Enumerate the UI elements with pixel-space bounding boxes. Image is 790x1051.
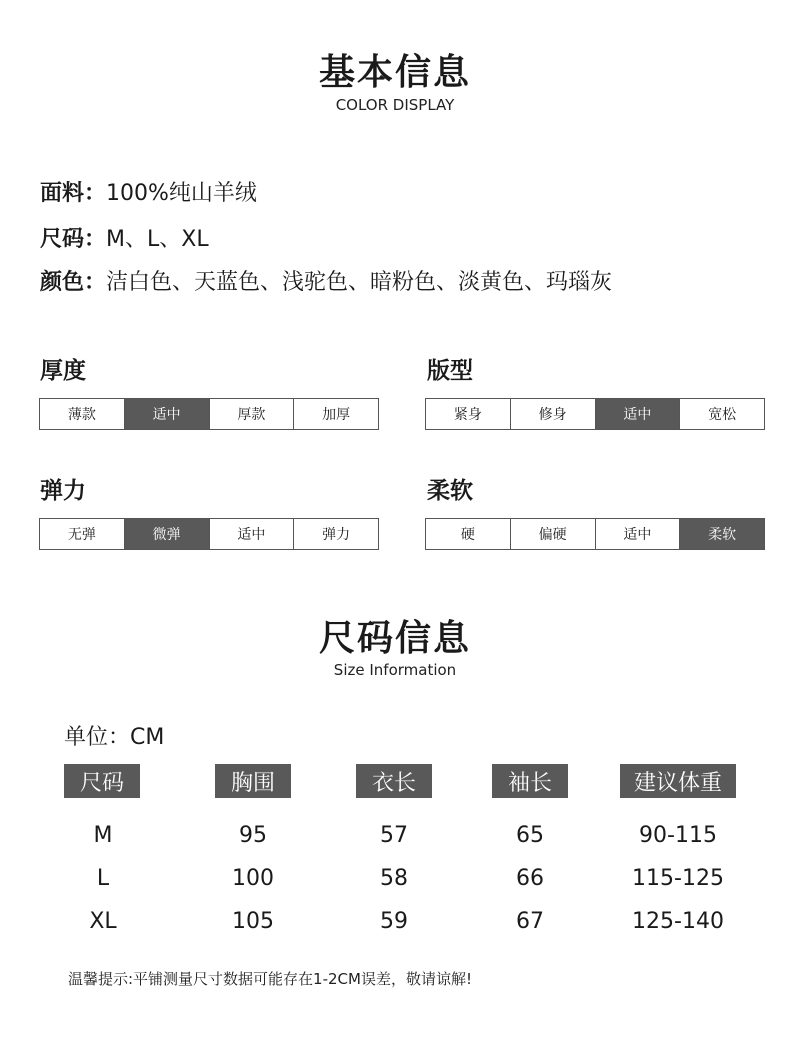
elasticity-option[interactable]: 微弹 (125, 519, 210, 549)
softness-option[interactable]: 硬 (426, 519, 511, 549)
cell-chest: 95 (239, 823, 267, 848)
header-sleeve: 袖长 (492, 764, 568, 798)
cell-weight: 115-125 (632, 866, 724, 891)
thickness-option[interactable]: 薄款 (40, 399, 125, 429)
thickness-scale (39, 398, 379, 430)
cell-length: 57 (380, 823, 408, 848)
cell-chest: 100 (232, 866, 274, 891)
basic-info-title: 基本信息 (318, 52, 471, 93)
table-row (0, 866, 790, 896)
elasticity-scale (39, 518, 379, 550)
header-length: 衣长 (356, 764, 432, 798)
elasticity-title: 弹力 (40, 478, 86, 504)
table-row (0, 823, 790, 853)
measurement-note: 温馨提示:平铺测量尺寸数据可能存在1-2CM误差，敬请谅解! (68, 970, 472, 988)
softness-option[interactable]: 偏硬 (511, 519, 596, 549)
size-value: M、L、XL (106, 227, 209, 252)
color-label: 颜色： (40, 270, 107, 295)
table-row (0, 909, 790, 939)
thickness-option[interactable]: 加厚 (322, 407, 351, 423)
size-line (40, 222, 209, 253)
color-line (40, 265, 612, 296)
cell-size: XL (89, 909, 117, 934)
cell-weight: 125-140 (632, 909, 724, 934)
fit-option[interactable]: 紧身 (426, 399, 511, 429)
header-chest: 胸围 (215, 764, 291, 798)
fabric-value: 100%纯山羊绒 (106, 181, 257, 206)
softness-option[interactable]: 柔软 (680, 519, 764, 549)
header-weight: 建议体重 (620, 764, 736, 798)
basic-info-subtitle: COLOR DISPLAY (335, 96, 455, 114)
cell-sleeve: 66 (516, 866, 544, 891)
cell-length: 58 (380, 866, 408, 891)
size-info-title: 尺码信息 (318, 618, 471, 659)
softness-scale (425, 518, 765, 550)
cell-sleeve: 67 (516, 909, 544, 934)
color-value: 洁白色、天蓝色、浅驼色、暗粉色、淡黄色、玛瑙灰 (106, 270, 613, 295)
fit-option[interactable]: 修身 (511, 399, 596, 429)
thickness-option[interactable]: 厚款 (210, 399, 295, 429)
size-label: 尺码： (40, 227, 107, 252)
size-info-subtitle: Size Information (333, 661, 457, 679)
fit-scale (425, 398, 765, 430)
elasticity-option[interactable]: 弹力 (322, 527, 351, 543)
thickness-option[interactable]: 适中 (125, 399, 210, 429)
cell-chest: 105 (232, 909, 274, 934)
cell-sleeve: 65 (516, 823, 544, 848)
unit-label: 单位：CM (64, 725, 165, 750)
elasticity-option[interactable]: 适中 (210, 519, 295, 549)
thickness-title: 厚度 (40, 358, 86, 384)
fit-title: 版型 (427, 358, 473, 384)
header-size: 尺码 (64, 764, 140, 798)
cell-size: L (96, 866, 110, 891)
elasticity-option[interactable]: 无弹 (40, 519, 125, 549)
fit-option[interactable]: 宽松 (708, 407, 737, 423)
fit-option[interactable]: 适中 (596, 399, 681, 429)
fabric-label: 面料： (40, 181, 107, 206)
fabric-line (40, 176, 257, 207)
cell-weight: 90-115 (639, 823, 717, 848)
softness-option[interactable]: 适中 (596, 519, 681, 549)
cell-length: 59 (380, 909, 408, 934)
softness-title: 柔软 (427, 478, 473, 504)
cell-size: M (93, 823, 113, 848)
